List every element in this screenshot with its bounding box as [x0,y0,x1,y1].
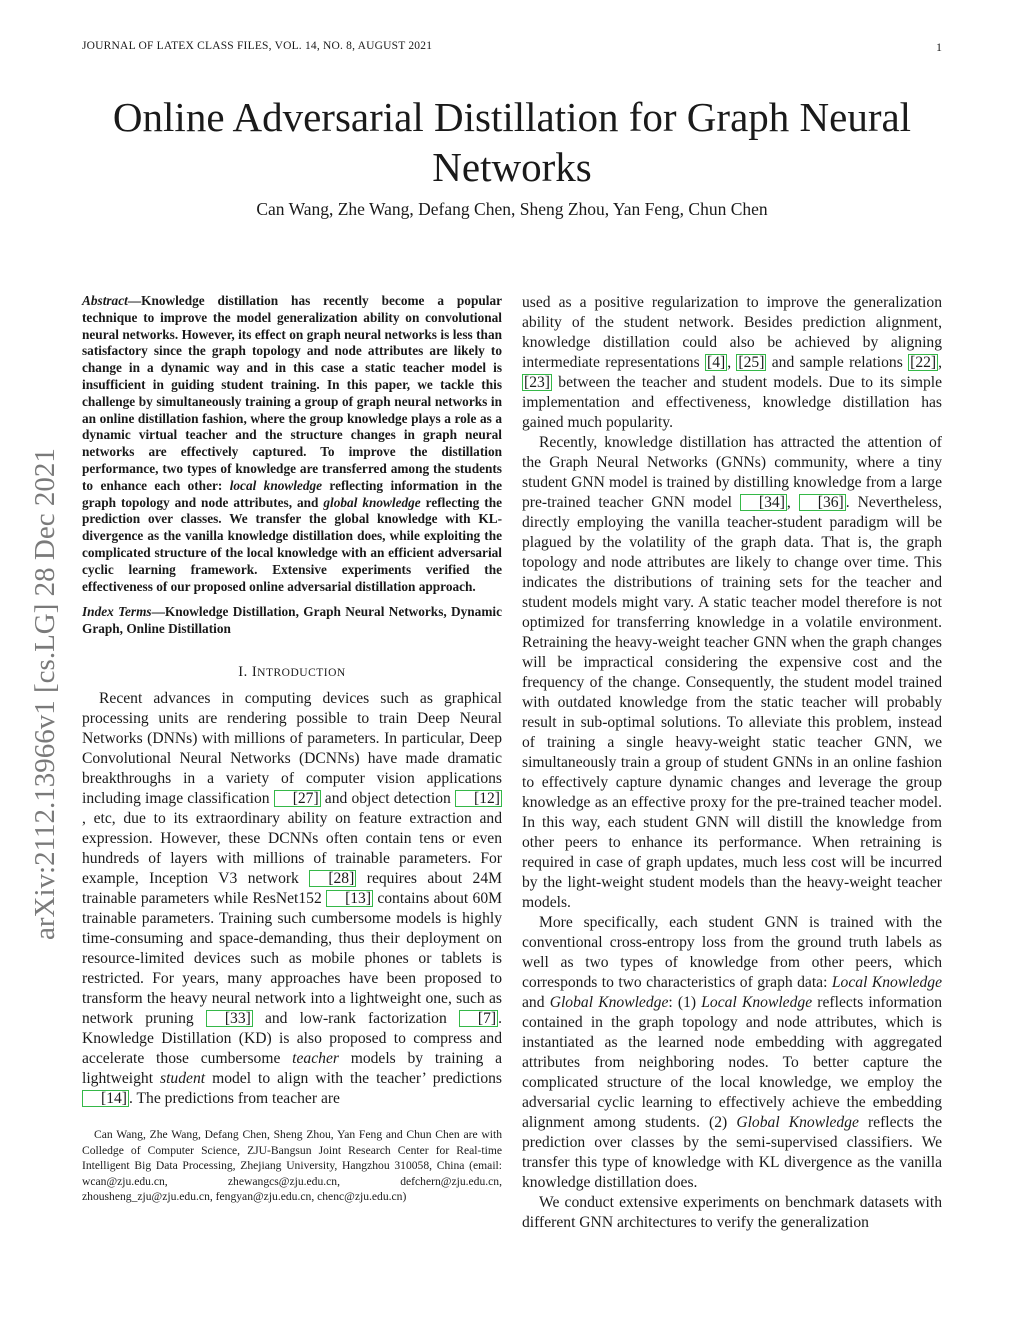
abstract-text: reflecting information in the graph topology and node attributes, and [82,477,502,510]
citation-link[interactable]: [14] [82,1090,129,1107]
intro-paragraph: Recent advances in computing devices such as graphical processing units are rendering possible to train Deep Neural Networks (DNNs) with millions of parameters. In particular, Deep Convolutional Neural Networks (DCNNs) have made dramatic breakthroughs in a variety of computer vision applications including image classification [27] and object detection [12], etc, due to its extraordinary ability on feature extraction and expression. However, these DCNNs often contain tens or even hundreds of layers with millions of trainable parameters. For example, Inception V3 network [28] requires about 24M trainable parameters while ResNet152 [13] contains about 60M trainable parameters. Training such cumbersome models is highly time-consuming and space-demanding, thus their deployment on resource-limited devices such as mobile phones or tablets is restricted. For years, many approaches have been proposed to transform the heavy neural network into a lightweight one, such as network pruning [33] and low-rank factorization [7] . Knowledge Distillation (KD) is also proposed to compress and accelerate those cumbersome teacher models by training a lightweight student model to align with the teacher’ predictions [14] . The predictions from teacher are [82,689,503,1107]
author-affiliation-footnote: Can Wang, Zhe Wang, Defang Chen, Sheng Zhou, Yan Feng and Chun Chen are with Colledge of Computer Science, ZJU-Bangsun Joint Research Center for Real-time Intelligent Big Data Processing, Zhejiang University, Hangzhou 310058, China (email: wcan@zju.edu.cn, zhewangcs@zju.edu.cn, defchern@zju.edu.cn, zhousheng_zju@zju.edu.cn, fengyan@zju.edu.cn, chenc@zju.edu.cn) [82,1127,502,1204]
citation-link[interactable]: [22] [910,354,937,371]
citation-link[interactable]: [23] [524,374,550,391]
body-paragraph: More specifically, each student GNN is trained with the conventional cross-entropy loss from the ground truth labels as well as two types of knowledge from other peers, which corresponds to two characteristics of graph data: Local Knowledge and Global Knowledge: (1) Local Knowledge reflects information contained in the graph topology and node attributes, which is instantiated as the learned node embedding with aggregated attributes from neighboring nodes. To better capture the complicated structure of the local knowledge, we employ the adversarial cyclic learning to effectively achieve the embedding alignment among students. (2) Global Knowledge reflects the prediction over classes by the semi-supervised classifiers. We transfer this type of knowledge with KL divergence as the vanilla knowledge distillation does. [522,914,943,1191]
running-header: JOURNAL OF LATEX CLASS FILES, VOL. 14, NO. 8, AUGUST 2021 [82,40,433,52]
index-terms-label: Index Terms [82,604,152,620]
page-number: 1 [936,40,942,54]
arxiv-identifier: arXiv:2112.13966v1 [cs.LG] 28 Dec 2021 [29,448,61,940]
citation-link[interactable]: [13] [326,890,373,907]
section-title: NTRODUCTION [257,666,346,679]
citation-link[interactable]: [33] [206,1010,253,1027]
body-paragraph: We conduct extensive experiments on benchmark datasets with different GNN architectures to verify the generalization [522,1194,942,1231]
abstract-text: reflecting the prediction over classes. We transfer the global knowledge with KL-divergence as the vanilla knowledge distillation does, while exploiting the complicated structure of the local knowledge with an efficient adversarial cyclic learning framework. Extensive experiments verified the effectiveness of our proposed online adversarial distillation approach. [82,494,502,594]
index-terms-text: —Knowledge Distillation, Graph Neural Networks, Dynamic Graph, Online Distillation [82,604,503,637]
author-list: Can Wang, Zhe Wang, Defang Chen, Sheng Zhou, Yan Feng, Chun Chen [256,199,768,219]
body-paragraph: Recently, knowledge distillation has attracted the attention of the Graph Neural Networks (GNNs) community, where a tiny student GNN model is trained by distilling knowledge from a large pre-trained teacher GNN model [34] , [36] . Nevertheless, directly employing the vanilla teacher-student paradigm will be plagued by the volatility of the graph data. That is, the graph topology and node attributes are likely to change over time. This indicates the distributions of training sets for the teacher and student models might vary. A static teacher model therefore is not optimized for transferring knowledge in a volatile environment. Retraining the heavy-weight teacher GNN when the graph changes will be impractical considering the expensive cost and the frequency of the change. Consequently, the student model trained with outdated knowledge from the static teacher will probably result in sub-optimal solutions. To alleviate this problem, instead of training a single heavy-weight static teacher GNN, we simultaneously train a group of student GNNs in an online fashion to effectively capture dynamic changes and leverage the group knowledge as an effective proxy for the pre-trained teacher model. In this way, each student GNN will distill the knowledge from other peers to enhance its performance. When retraining is required in case of graph updates, much less cost will be incurred by the light-weight student models than the heavy-weight teacher models. [522,434,943,911]
citation-link[interactable]: [34] [740,494,787,511]
body-paragraph: used as a positive regularization to improve the generalization ability of the student network. Besides prediction alignment, knowledge distillation could also be achieved by aligning intermediate representations [4] , [25] and sample relations [22] , [23] between the teacher and student models. Due to its simple implementation and effectiveness, knowledge distillation has gained much popularity. [522,294,943,431]
abstract [82,293,502,595]
citation-link[interactable]: [4] [707,354,726,371]
citation-link[interactable]: [25] [738,354,765,371]
citation-link[interactable]: [28] [309,870,356,887]
left-column [82,293,502,1217]
section-heading-introduction [82,664,502,681]
paper-title: Online Adversarial Distillation for Graph Neural Networks [112,94,912,190]
abstract-emphasis: local knowledge [229,477,323,493]
abstract-emphasis: global knowledge [323,494,421,510]
right-column [522,293,942,1233]
abstract-text: —Knowledge distillation has recently become a popular technique to improve the model generalization ability on convolutional neural networks. However, its effect on graph neural networks is less than satisfactory since the graph topology and node attributes are likely to change in a dynamic way and in this case a static teacher model is insufficient in guiding student training. In this paper, we tackle this challenge by simultaneously training a group of graph neural networks in an online distillation fashion, where the group knowledge plays a role as a dynamic virtual teacher and the structure changes in graph neural networks are effectively captured. To improve the distillation performance, two types of knowledge are transferred among the students to enhance each other: [82,293,502,493]
citation-link[interactable]: [27] [274,790,321,807]
section-numeral: I. I [238,663,258,680]
citation-link[interactable]: [12] [455,790,502,807]
citation-link[interactable]: [7] [459,1010,498,1027]
index-terms [82,604,502,638]
abstract-label: Abstract [82,293,128,308]
citation-link[interactable]: [36] [799,494,846,511]
